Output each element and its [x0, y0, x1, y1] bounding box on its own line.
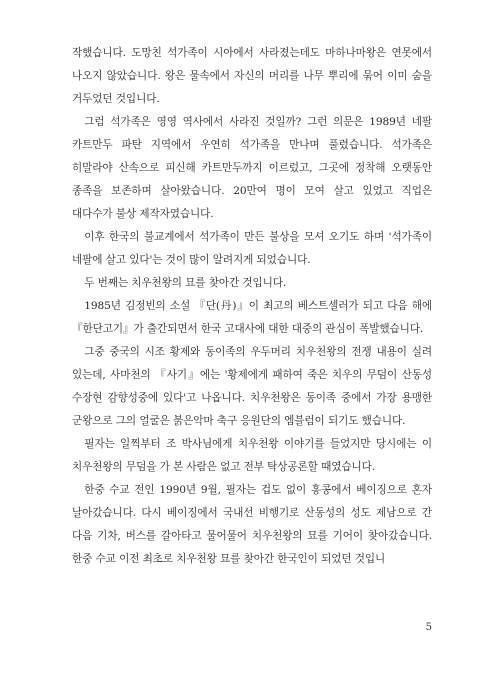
- paragraph-5: 1985년 김정빈의 소설 『단(丹)』이 최고의 베스트셀러가 되고 다음 해에 『한단고기』가 출간되면서 한국 고대사에 대한 대중의 관심이 폭발했습니다.: [72, 300, 432, 335]
- body-text: [72, 42, 432, 571]
- paragraph-7: 필자는 일찍부터 조 박사님에게 치우천왕 이야기를 들었지만 당시에는 이 치우천왕의 무덤을 가 본 사람은 없고 전부 탁상공론할 때였습니다.: [72, 438, 432, 473]
- page-number: 5: [425, 622, 432, 633]
- paragraph-8: 한중 수교 전인 1990년 9월, 필자는 겁도 없이 홍콩에서 베이징으로 혼자 날아갔습니다. 다시 베이징에서 국내선 비행기로 산동성의 성도 제남으로 간 다음 기차, 버스를 갈아타고 물어물어 치우천왕의 묘를 기어이 찾아갔습니다. 한중 수교 이전 최초로 치우천왕 묘를 찾아간 한국인이 되었던 것입니: [72, 484, 432, 565]
- paragraph-3: 이후 한국의 불교계에서 석가족이 만든 불상을 모셔 오기도 하며 '석가족이 네팔에 살고 있다'는 것이 많이 알려지게 되었습니다.: [72, 231, 432, 266]
- paragraph-4: 두 번째는 치우천왕의 묘를 찾아간 것입니다.: [84, 277, 287, 289]
- paragraph-2: 그럼 석가족은 영영 역사에서 사라진 것일까? 그런 의문은 1989년 네팔 카트만두 파탄 지역에서 우연히 석가족을 만나며 풀렸습니다. 석가족은 히말라야 산속으로 피신해 카트만두까지 이르렀고, 그곳에 정착해 오랫동안 종족을 보존하며 살아왔습니다. 20만여 명이 모여 살고 있었고 직업은 대다수가 불상 제작자였습니다.: [72, 116, 432, 220]
- paragraph-6: 그중 중국의 시조 황제와 동이족의 우두머리 치우천왕의 전쟁 내용이 실려 있는데, 사마천의 『사기』에는 '황제에게 패하여 죽은 치우의 무덤이 산동성 수장현 감향성중에 있다'고 나옵니다. 치우천왕은 동이족 중에서 가장 용맹한 군왕으로 그의 얼굴은 붉은악마 축구 응원단의 엠블럼이 되기도 했습니다.: [72, 346, 432, 427]
- paragraph-1: 작했습니다. 도망친 석가족이 시아에서 사라졌는데도 마하나마왕은 연못에서 나오지 않았습니다. 왕은 물속에서 자신의 머리를 나무 뿌리에 묶어 이미 숨을 거두었던 것입니다.: [72, 47, 432, 105]
